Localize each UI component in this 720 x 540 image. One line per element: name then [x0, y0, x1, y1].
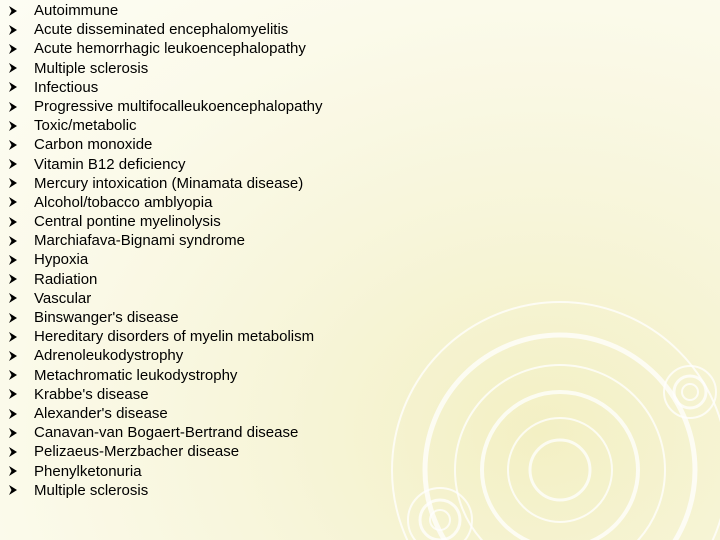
list-item [8, 116, 323, 135]
arrowhead-bullet-icon [8, 63, 18, 73]
arrowhead-bullet-icon [8, 159, 18, 169]
list-item-text: Alcohol/tobacco amblyopia [34, 193, 213, 211]
arrowhead-bullet-icon [8, 6, 18, 16]
bullet-list [8, 1, 323, 500]
list-item [8, 155, 323, 174]
list-item-text: Hereditary disorders of myelin metabolism [34, 328, 315, 346]
list-item-text: Hypoxia [34, 251, 89, 269]
arrowhead-bullet-icon [8, 217, 18, 227]
list-item-text: Multiple sclerosis [34, 481, 149, 499]
list-item-text: Autoimmune [34, 2, 119, 19]
list-item-text: Canavan-van Bogaert-Bertrand disease [34, 424, 299, 442]
list-item [8, 385, 323, 404]
list-item-text: Vascular [34, 289, 92, 307]
list-item-text: Adrenoleukodystrophy [34, 347, 184, 365]
list-item-text: Progressive multifocalleukoencephalopathy [34, 97, 323, 115]
list-item [8, 97, 323, 116]
arrowhead-bullet-icon [8, 428, 18, 438]
list-item-text: Krabbe's disease [34, 385, 149, 403]
list-item-text: Acute disseminated encephalomyelitis [34, 21, 289, 39]
list-item-text: Radiation [34, 270, 98, 288]
list-item [8, 462, 323, 481]
list-item [8, 442, 323, 461]
arrowhead-bullet-icon [8, 313, 18, 323]
arrowhead-bullet-icon [8, 178, 18, 188]
list-item [8, 346, 323, 365]
arrowhead-bullet-icon [8, 102, 18, 112]
list-item [8, 366, 323, 385]
list-item [8, 78, 323, 97]
list-item-text: Metachromatic leukodystrophy [34, 366, 238, 384]
arrowhead-bullet-icon [8, 389, 18, 399]
list-item [8, 20, 323, 39]
arrowhead-bullet-icon [8, 236, 18, 246]
list-item [8, 174, 323, 193]
list-item [8, 39, 323, 58]
list-item-text: Marchiafava-Bignami syndrome [34, 232, 245, 250]
list-item [8, 327, 323, 346]
list-item [8, 212, 323, 231]
list-item-text: Binswanger's disease [34, 309, 179, 326]
arrowhead-bullet-icon [8, 121, 18, 131]
list-item [8, 59, 323, 78]
arrowhead-bullet-icon [8, 409, 18, 419]
arrowhead-bullet-icon [8, 82, 18, 92]
arrowhead-bullet-icon [8, 255, 18, 265]
list-item-text: Central pontine myelinolysis [34, 213, 221, 231]
list-item-text: Toxic/metabolic [34, 117, 137, 135]
list-item-text: Pelizaeus-Merzbacher disease [34, 443, 240, 461]
arrowhead-bullet-icon [8, 44, 18, 54]
arrowhead-bullet-icon [8, 332, 18, 342]
list-item-text: Carbon monoxide [34, 136, 153, 154]
list-item-text: Phenylketonuria [34, 462, 142, 480]
arrowhead-bullet-icon [8, 370, 18, 380]
list-item-text: Acute hemorrhagic leukoencephalopathy [34, 40, 306, 58]
list-item [8, 270, 323, 289]
arrowhead-bullet-icon [8, 25, 18, 35]
list-item [8, 289, 323, 308]
list-item [8, 308, 323, 327]
arrowhead-bullet-icon [8, 197, 18, 207]
list-item [8, 481, 323, 500]
list-item [8, 231, 323, 250]
arrowhead-bullet-icon [8, 293, 18, 303]
list-item [8, 423, 323, 442]
list-item [8, 1, 323, 20]
list-item-text: Infectious [34, 78, 99, 96]
list-item-text: Vitamin B12 deficiency [34, 155, 186, 173]
list-item [8, 193, 323, 212]
list-item [8, 250, 323, 269]
arrowhead-bullet-icon [8, 485, 18, 495]
arrowhead-bullet-icon [8, 447, 18, 457]
list-item [8, 404, 323, 423]
list-item-text: Multiple sclerosis [34, 59, 149, 77]
arrowhead-bullet-icon [8, 351, 18, 361]
arrowhead-bullet-icon [8, 466, 18, 476]
list-item-text: Alexander's disease [34, 404, 168, 422]
list-item [8, 135, 323, 154]
arrowhead-bullet-icon [8, 274, 18, 284]
arrowhead-bullet-icon [8, 140, 18, 150]
list-item-text: Mercury intoxication (Minamata disease) [34, 174, 304, 192]
